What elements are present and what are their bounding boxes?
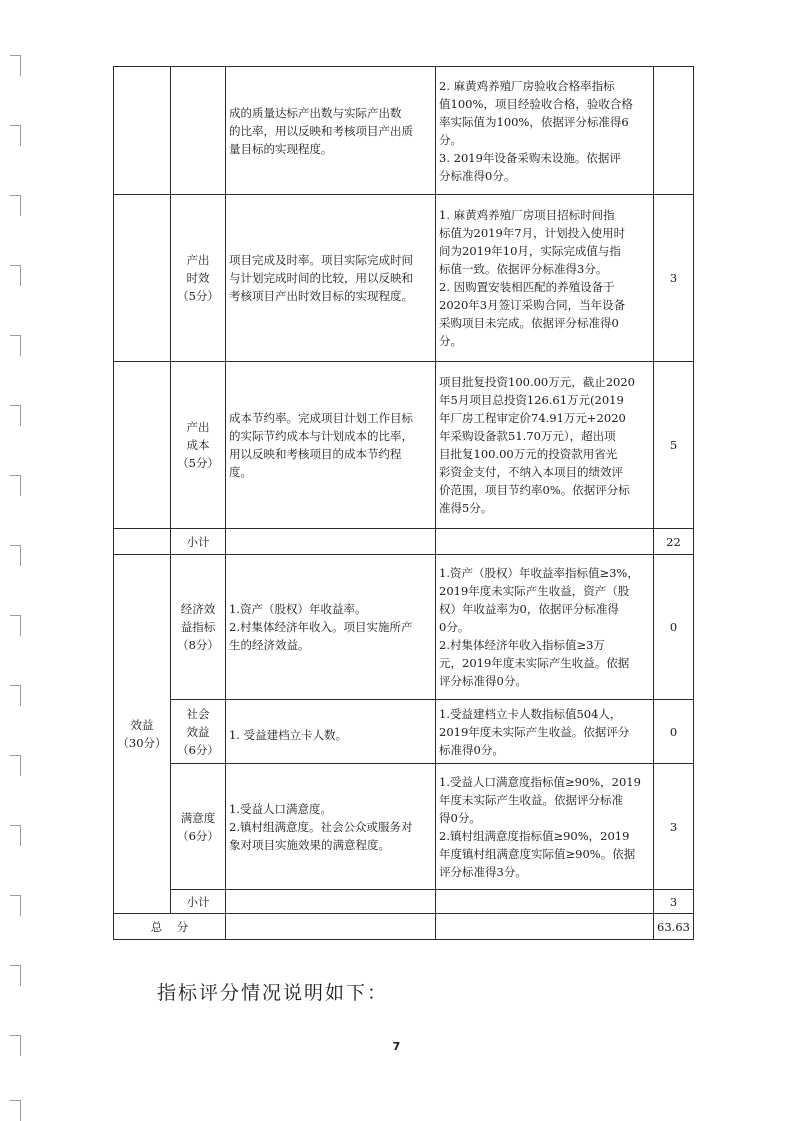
text-line: 度。 [229, 465, 252, 479]
description-cell [226, 555, 436, 700]
text-line: 时效 [186, 271, 210, 285]
text-line: 考核项目产出时效目标的实现程度。 [229, 289, 413, 303]
score-cell: 5 [654, 362, 694, 529]
text-line: 年5月项目总投资126.61万元(2019 [439, 393, 624, 407]
indicator-cell [171, 555, 226, 700]
text-line: 与计划完成时间的比较，用以反映和 [229, 271, 413, 285]
score-cell: 0 [654, 700, 694, 764]
text-line: 1.资产（股权）年收益率。 [229, 602, 367, 616]
binding-margin-marks [0, 0, 30, 1121]
score-cell: 3 [654, 195, 694, 362]
text-line: 元，2019年度未实际产生收益。依据 [439, 656, 630, 670]
subtotal-row [114, 890, 694, 914]
text-line: 年厂房工程审定价74.91万元+2020 [439, 411, 626, 425]
evaluation-cell-blank [436, 529, 654, 555]
text-line: 的比率，用以反映和考核项目产出质 [229, 123, 413, 138]
table-row [114, 67, 694, 195]
text-line: 年采购设备款51.70万元），超出项 [439, 429, 616, 443]
text-line: 2.镇村组满意度。社会公众或服务对 [229, 819, 413, 834]
category-cell-blank [114, 529, 171, 555]
text-line: 产出 [186, 420, 210, 434]
subtotal-label: 小计 [171, 890, 226, 914]
text-line: （6分） [177, 828, 219, 843]
description-cell [226, 700, 436, 764]
evaluation-cell [436, 764, 654, 890]
text-line: （30分） [117, 736, 167, 750]
text-line: 2019年度未实际产生收益，资产（股 [439, 584, 630, 598]
text-line: （8分） [177, 638, 219, 652]
text-line: 效益 [186, 724, 210, 739]
subtotal-score: 22 [654, 529, 694, 555]
category-cell-blank [114, 67, 171, 195]
text-line: 2. 因购置安装相匹配的养殖设备于 [439, 280, 615, 294]
total-score: 63.63 [654, 914, 694, 940]
description-cell [226, 362, 436, 529]
text-line: 得0分。 [439, 810, 481, 825]
score-cell: 3 [654, 764, 694, 890]
table-row [114, 700, 694, 764]
text-line: 值100%，项目经验收合格，验收合格 [439, 96, 633, 111]
evaluation-cell [436, 700, 654, 764]
evaluation-table [113, 66, 694, 940]
text-line: 象对项目实施效果的满意程度。 [229, 837, 390, 852]
text-line: 项目批复投资100.00万元，截止2020 [439, 375, 636, 389]
text-line: 1. 麻黄鸡养殖厂房项目招标时间指 [439, 208, 615, 222]
text-line: 成本节约率。完成项目计划工作目标 [229, 411, 413, 425]
category-cell-blank [114, 195, 171, 362]
text-line: 1.受益人口满意度。 [229, 801, 332, 816]
text-line: 价范围，项目节约率0%。依据评分标 [439, 483, 630, 497]
text-line: 成的质量达标产出数与实际产出数 [229, 105, 402, 120]
text-line: 产出 [186, 253, 210, 267]
text-line: 项目完成及时率。项目实际完成时间 [229, 253, 413, 267]
category-cell-blank [114, 362, 171, 529]
text-line: （6分） [177, 742, 219, 757]
text-line: 间为2019年10月，实际完成值与指 [439, 244, 621, 258]
text-line: 标值一致。依据评分标准得3分。 [439, 262, 608, 276]
text-line: （5分） [177, 289, 219, 303]
description-cell-blank [226, 890, 436, 914]
table-row [114, 195, 694, 362]
description-cell [226, 764, 436, 890]
text-line: 分。 [439, 334, 462, 348]
text-line: 量目标的实现程度。 [229, 141, 333, 156]
text-line: 2.村集体经济年收入。项目实施所产 [229, 620, 413, 634]
table-row [114, 555, 694, 700]
text-line: 满意度 [180, 810, 216, 825]
text-line: 3. 2019年设备采购未设施。依据评 [439, 150, 621, 165]
text-line: 经济效 [180, 602, 216, 616]
text-line: 年度未实际产生收益。依据评分标准 [439, 792, 623, 807]
text-line: 标准得0分。 [439, 742, 504, 757]
text-line: 2. 麻黄鸡养殖厂房验收合格率指标 [439, 78, 615, 93]
description-cell [226, 67, 436, 195]
text-line: 2019年度未实际产生收益。依据评分 [439, 724, 630, 739]
text-line: 的实际节约成本与计划成本的比率， [229, 429, 413, 443]
table-row [114, 764, 694, 890]
score-cell: 0 [654, 555, 694, 700]
text-line: 准得5分。 [439, 501, 493, 515]
page-number: 7 [392, 1040, 401, 1053]
indicator-cell [171, 764, 226, 890]
evaluation-cell-blank [436, 890, 654, 914]
text-line: 彩资金支付，不纳入本项目的绩效评 [439, 465, 623, 479]
evaluation-cell [436, 555, 654, 700]
indicator-cell [171, 362, 226, 529]
evaluation-cell [436, 362, 654, 529]
text-line: 目批复100.00万元的投资款用省光 [439, 447, 618, 461]
text-line: 1.受益人口满意度指标值≥90%，2019 [439, 774, 641, 789]
text-line: 成本 [186, 438, 210, 452]
text-line: 评分标准得0分。 [439, 674, 527, 688]
indicator-cell [171, 700, 226, 764]
description-cell [226, 195, 436, 362]
text-line: 权）年收益率为0，依据评分标准得 [439, 602, 619, 616]
text-line: 率实际值为100%，依据评分标准得6 [439, 114, 629, 129]
text-line: 效益 [130, 718, 154, 732]
text-line: 2020年3月签订采购合同，当年设备 [439, 298, 626, 312]
description-cell-blank [226, 529, 436, 555]
section-caption: 指标评分情况说明如下： [157, 982, 389, 1004]
text-line: 标值为2019年7月，计划投入使用时 [439, 226, 626, 240]
text-line: 0分。 [439, 620, 470, 634]
indicator-cell [171, 195, 226, 362]
text-line: 用以反映和考核项目的成本节约程 [229, 447, 402, 461]
score-cell-blank [654, 67, 694, 195]
evaluation-cell [436, 67, 654, 195]
text-line: 2.镇村组满意度指标值≥90%，2019 [439, 828, 630, 843]
text-line: 2.村集体经济年收入指标值≥3万 [439, 638, 605, 652]
text-line: 年度镇村组满意度实际值≥90%。依据 [439, 846, 636, 861]
total-row [114, 914, 694, 940]
subtotal-score: 3 [654, 890, 694, 914]
text-line: 采购项目未完成。依据评分标准得0 [439, 316, 619, 330]
subtotal-label: 小计 [171, 529, 226, 555]
text-line: 1.资产（股权）年收益率指标值≥3%， [439, 566, 639, 580]
text-line: 1.受益建档立卡人数指标值504人， [439, 706, 622, 721]
evaluation-cell [436, 195, 654, 362]
text-line: 社会 [186, 706, 210, 721]
text-line: 分标准得0分。 [439, 168, 516, 183]
table-row [114, 362, 694, 529]
text-line: 生的经济效益。 [229, 638, 310, 652]
text-line: 益指标 [180, 620, 216, 634]
total-label: 总 分 [114, 914, 226, 940]
description-cell-blank [226, 914, 436, 940]
text-line: 1. 受益建档立卡人数。 [229, 727, 348, 742]
text-line: （5分） [177, 456, 219, 470]
evaluation-cell-blank [436, 914, 654, 940]
subtotal-row [114, 529, 694, 555]
text-line: 评分标准得3分。 [439, 864, 527, 879]
text-line: 分。 [439, 132, 462, 147]
indicator-cell-blank [171, 67, 226, 195]
category-cell [114, 555, 171, 914]
